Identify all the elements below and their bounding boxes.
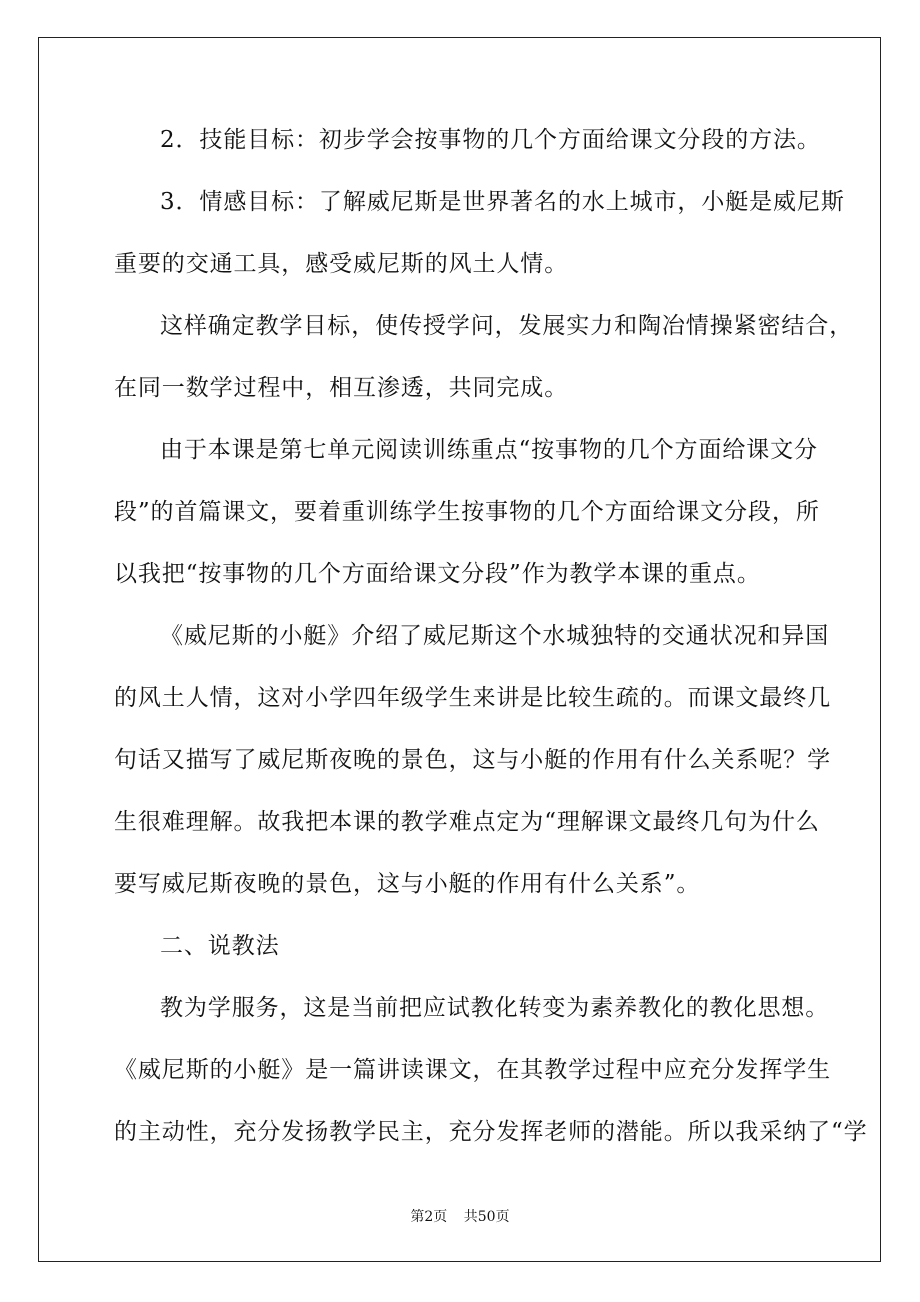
page-total: 共50页 bbox=[463, 1209, 510, 1225]
paragraph-line: 的主动性，充分发扬教学民主，充分发挥老师的潜能。所以我采纳了“学 bbox=[114, 1119, 868, 1145]
paragraph-line: 的风土人情，这对小学四年级学生来讲是比较生疏的。而课文最终几 bbox=[114, 685, 831, 711]
paragraph-line: 这样确定教学目标，使传授学问，发展实力和陶冶情操紧密结合， bbox=[160, 313, 854, 339]
paragraph-line: 句话又描写了威尼斯夜晚的景色，这与小艇的作用有什么关系呢？学 bbox=[114, 747, 831, 773]
paragraph-line: 由于本课是第七单元阅读训练重点“按事物的几个方面给课文分 bbox=[160, 437, 818, 463]
paragraph-line: 生很难理解。故我把本课的教学难点定为“理解课文最终几句为什么 bbox=[114, 809, 820, 835]
paragraph-line: 《威尼斯的小艇》是一篇讲读课文，在其教学过程中应充分发挥学生 bbox=[114, 1057, 831, 1083]
paragraph-line: 要写威尼斯夜晚的景色，这与小艇的作用有什么关系”。 bbox=[114, 871, 701, 897]
paragraph-line: 在同一数学过程中，相互渗透，共同完成。 bbox=[114, 375, 569, 401]
paragraph-line: 重要的交通工具，感受威尼斯的风土人情。 bbox=[114, 251, 569, 277]
paragraph-line: 段”的首篇课文，要着重训练学生按事物的几个方面给课文分段，所 bbox=[114, 499, 820, 525]
section-heading: 二、说教法 bbox=[160, 933, 280, 959]
paragraph-line: 3．情感目标：了解威尼斯是世界著名的水上城市，小艇是威尼斯 bbox=[160, 189, 845, 215]
paragraph-line: 教为学服务，这是当前把应试教化转变为素养教化的教化思想。 bbox=[160, 995, 830, 1021]
page-number: 第2页 bbox=[410, 1209, 448, 1225]
paragraph-line: 《威尼斯的小艇》介绍了威尼斯这个水城独特的交通状况和异国 bbox=[160, 623, 830, 649]
page-footer bbox=[0, 1206, 920, 1226]
paragraph-line: 以我把“按事物的几个方面给课文分段”作为教学本课的重点。 bbox=[114, 561, 761, 587]
paragraph-line: 2．技能目标：初步学会按事物的几个方面给课文分段的方法。 bbox=[160, 127, 821, 153]
